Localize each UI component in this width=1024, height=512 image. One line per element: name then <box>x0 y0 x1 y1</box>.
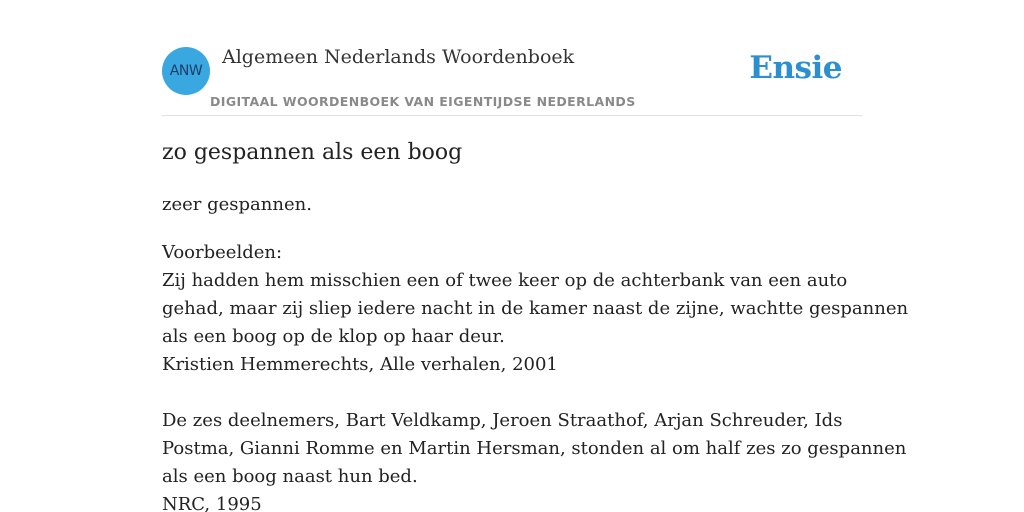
examples-label: Voorbeelden: <box>162 242 283 263</box>
site-subtitle: DIGITAAL WOORDENBOEK VAN EIGENTIJDSE NEDERLANDS <box>210 94 636 109</box>
example-2-line-1: De zes deelnemers, Bart Veldkamp, Jeroen Straathof, Arjan Schreuder, Ids <box>162 410 843 431</box>
site-title[interactable]: Algemeen Nederlands Woordenboek <box>222 46 575 68</box>
anw-logo[interactable]: ANW <box>162 47 210 95</box>
example-2-line-3: als een boog naast hun bed. <box>162 466 418 487</box>
examples-section <box>162 239 909 512</box>
example-1-line-2: gehad, maar zij sliep iedere nacht in de kamer naast de zijne, wachtte gespannen <box>162 298 909 319</box>
ensie-logo[interactable]: Ensie <box>749 50 842 86</box>
example-spacer <box>162 379 862 407</box>
entry-definition: zeer gespannen. <box>162 194 312 215</box>
example-1-source: Kristien Hemmerechts, Alle verhalen, 2001 <box>162 354 558 375</box>
example-1-line-3: als een boog op de klop op haar deur. <box>162 326 505 347</box>
example-2-source: NRC, 1995 <box>162 494 262 512</box>
entry-title: zo gespannen als een boog <box>162 140 463 165</box>
example-2-line-2: Postma, Gianni Romme en Martin Hersman, stonden al om half zes zo gespannen <box>162 438 907 459</box>
header <box>162 40 862 116</box>
example-1-line-1: Zij hadden hem misschien een of twee keer op de achterbank van een auto <box>162 270 848 291</box>
